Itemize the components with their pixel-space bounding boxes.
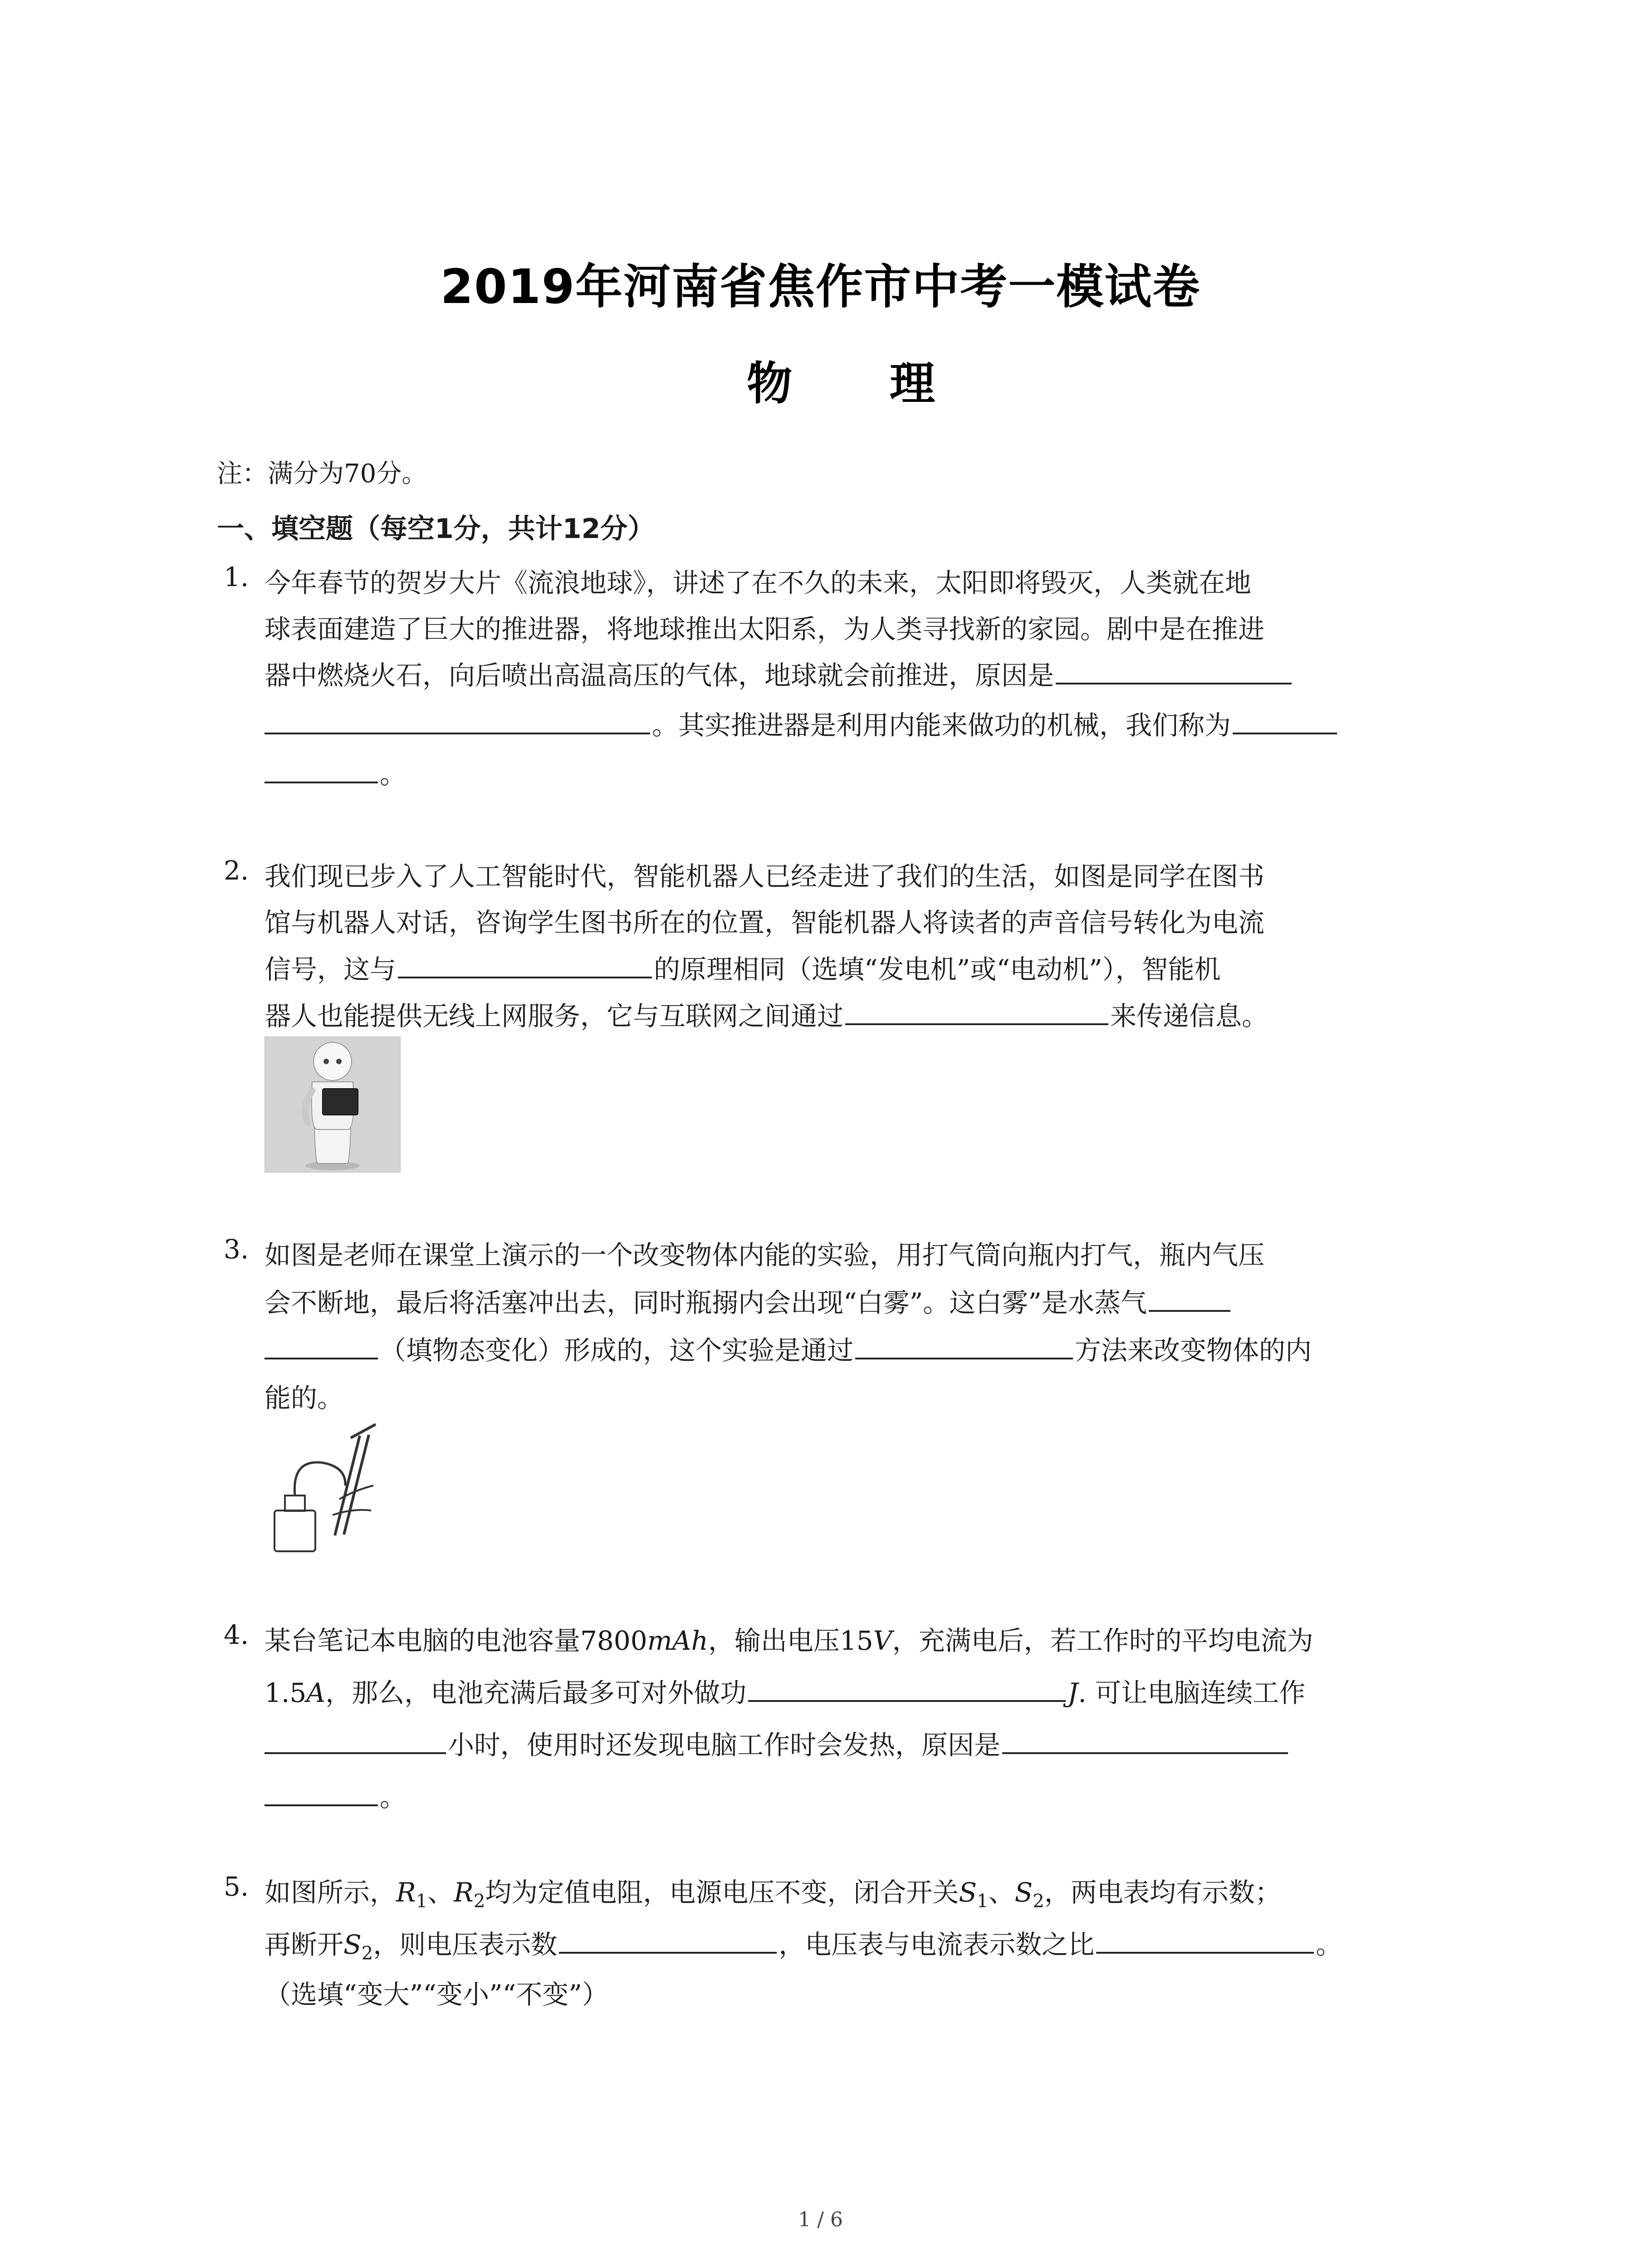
question-text: 馆与机器人对话，咨询学生图书所在的位置，智能机器人将读者的声音信号转化为电流 [265, 907, 1265, 938]
robot-figure [265, 1036, 401, 1173]
question-text: 小时，使用时还发现电脑工作时会发热，原因是 [448, 1730, 1001, 1760]
robot-eye [323, 1059, 329, 1064]
unit-v: V [873, 1625, 892, 1656]
answer-blank[interactable] [559, 1924, 777, 1954]
answer-blank[interactable] [265, 704, 650, 734]
air-hose [294, 1462, 345, 1496]
symbol-s: S [959, 1877, 977, 1908]
question-text: 我们现已步入了人工智能时代，智能机器人已经走进了我们的生活，如图是同学在图书 [265, 861, 1265, 892]
answer-blank[interactable] [1002, 1724, 1288, 1754]
answer-blank[interactable] [748, 1672, 1066, 1702]
question-text: 会不断地，最后将活塞冲出去，同时瓶搦内会出现“白雾”。这白雾”是水蒸气 [265, 1287, 1147, 1318]
question-text: 能的。 [265, 1383, 344, 1413]
score-note: 注：满分为70分。 [217, 459, 427, 489]
answer-blank[interactable] [1096, 1924, 1314, 1954]
question-text-line [265, 1923, 1342, 1964]
subscript: 1 [977, 1891, 989, 1912]
question-text: 。其实推进器是利用内能来做功的机械，我们称为 [652, 710, 1231, 741]
symbol-r: R [454, 1877, 474, 1908]
question-text: 如图所示， [265, 1877, 397, 1908]
question-text-line [265, 1672, 1305, 1710]
answer-blank[interactable] [265, 1330, 378, 1359]
robot-tablet [323, 1089, 358, 1115]
question-text: 来传递信息。 [1110, 1001, 1269, 1031]
question-number: 4. [224, 1619, 249, 1650]
question-text-line [265, 704, 1339, 742]
question-text: 。 [380, 759, 407, 790]
answer-blank[interactable] [845, 995, 1108, 1025]
answer-blank[interactable] [265, 1776, 378, 1806]
robot-head [314, 1042, 352, 1080]
question-text: 某台笔记本电脑的电池容量7800 [265, 1625, 647, 1656]
question-text-line [265, 753, 406, 791]
exam-title: 2019年河南省焦作市中考一模试卷 [440, 259, 1201, 314]
question-text: 再断开 [265, 1929, 344, 1960]
question-text: 。 [380, 1782, 407, 1813]
bottle-stopper [285, 1496, 305, 1511]
question-text-line [265, 1619, 1313, 1657]
answer-blank[interactable] [1233, 704, 1337, 734]
symbol-s: S [343, 1929, 362, 1960]
question-text: ，电压表与电流表示数之比 [779, 1929, 1095, 1960]
question-text: 1.5 [265, 1677, 307, 1708]
answer-blank[interactable] [1056, 655, 1292, 684]
page-number: 1 / 6 [798, 2208, 843, 2231]
question-text: （选填“变大”“变小”“不变”） [265, 1979, 608, 2010]
robot-eye [336, 1059, 342, 1064]
question-text: ，则电压表示数 [373, 1929, 558, 1960]
question-number: 5. [224, 1871, 249, 1902]
separator: 、 [427, 1877, 454, 1908]
question-text-line [265, 1281, 1232, 1320]
answer-blank[interactable] [398, 948, 652, 978]
subscript: 2 [361, 1943, 373, 1964]
question-text: 均为定值电阻，电源电压不变，闭合开关 [485, 1877, 959, 1908]
symbol-r: R [396, 1877, 416, 1908]
question-text: . 可让电脑连续工作 [1078, 1677, 1306, 1708]
question-text: ，充满电后，若工作时的平均电流为 [892, 1625, 1313, 1656]
unit-mah: mAh [647, 1625, 708, 1656]
question-text-line [265, 948, 1221, 986]
question-text-line [265, 654, 1293, 692]
bottle-icon [274, 1510, 315, 1551]
question-text: 方法来改变物体的内 [1075, 1335, 1312, 1366]
question-text-line [265, 995, 1268, 1033]
question-text: 今年春节的贺岁大片《流浪地球》，讲述了在不久的未来，太阳即将毁灭，人类就在地 [265, 567, 1252, 598]
robot-base [314, 1127, 351, 1163]
answer-blank[interactable] [265, 1724, 446, 1754]
question-text: （填物态变化）形成的，这个实验是通过 [380, 1335, 854, 1366]
unit-a: A [306, 1677, 326, 1708]
separator: 、 [988, 1877, 1015, 1908]
question-text: 如图是老师在课堂上演示的一个改变物体内能的实验，用打气筒向瓶内打气，瓶内气压 [265, 1240, 1265, 1271]
unit-j: J [1068, 1677, 1078, 1708]
question-text: 球表面建造了巨大的推进器，将地球推出太阳系，为人类寻找新的家园。剧中是在推进 [265, 614, 1265, 645]
question-text-line [265, 1329, 1312, 1367]
question-text: 的原理相同（选填“发电机”或“电动机”），智能机 [654, 954, 1221, 985]
question-number: 2. [224, 855, 249, 886]
question-text-line [265, 1776, 406, 1814]
question-text-line [265, 1871, 1281, 1912]
question-text: ，输出电压15 [708, 1625, 873, 1656]
subscript: 2 [473, 1891, 485, 1912]
question-text: 器中燃烧火石，向后喷出高温高压的气体，地球就会前推进，原因是 [265, 660, 1054, 691]
section-heading: 一、填空题（每空1分，共计12分） [217, 513, 655, 545]
question-text: 信号，这与 [265, 954, 397, 985]
question-text: 。 [1316, 1929, 1342, 1960]
answer-blank[interactable] [1149, 1282, 1230, 1312]
question-text: 器人也能提供无线上网服务，它与互联网之间通过 [265, 1001, 844, 1031]
question-number: 1. [224, 562, 249, 592]
question-number: 3. [224, 1234, 249, 1265]
symbol-s: S [1014, 1877, 1033, 1908]
question-text: ，两电表均有示数； [1044, 1877, 1281, 1908]
pump-handle [351, 1424, 376, 1438]
subscript: 2 [1033, 1891, 1044, 1912]
answer-blank[interactable] [855, 1330, 1073, 1359]
answer-blank[interactable] [265, 753, 378, 783]
question-text: ，那么，电池充满后最多可对外做功 [325, 1677, 747, 1708]
subscript: 1 [416, 1891, 428, 1912]
subject-title: 物 理 [747, 357, 976, 410]
question-text-line [265, 1724, 1290, 1762]
pump-bottle-figure [265, 1418, 387, 1554]
